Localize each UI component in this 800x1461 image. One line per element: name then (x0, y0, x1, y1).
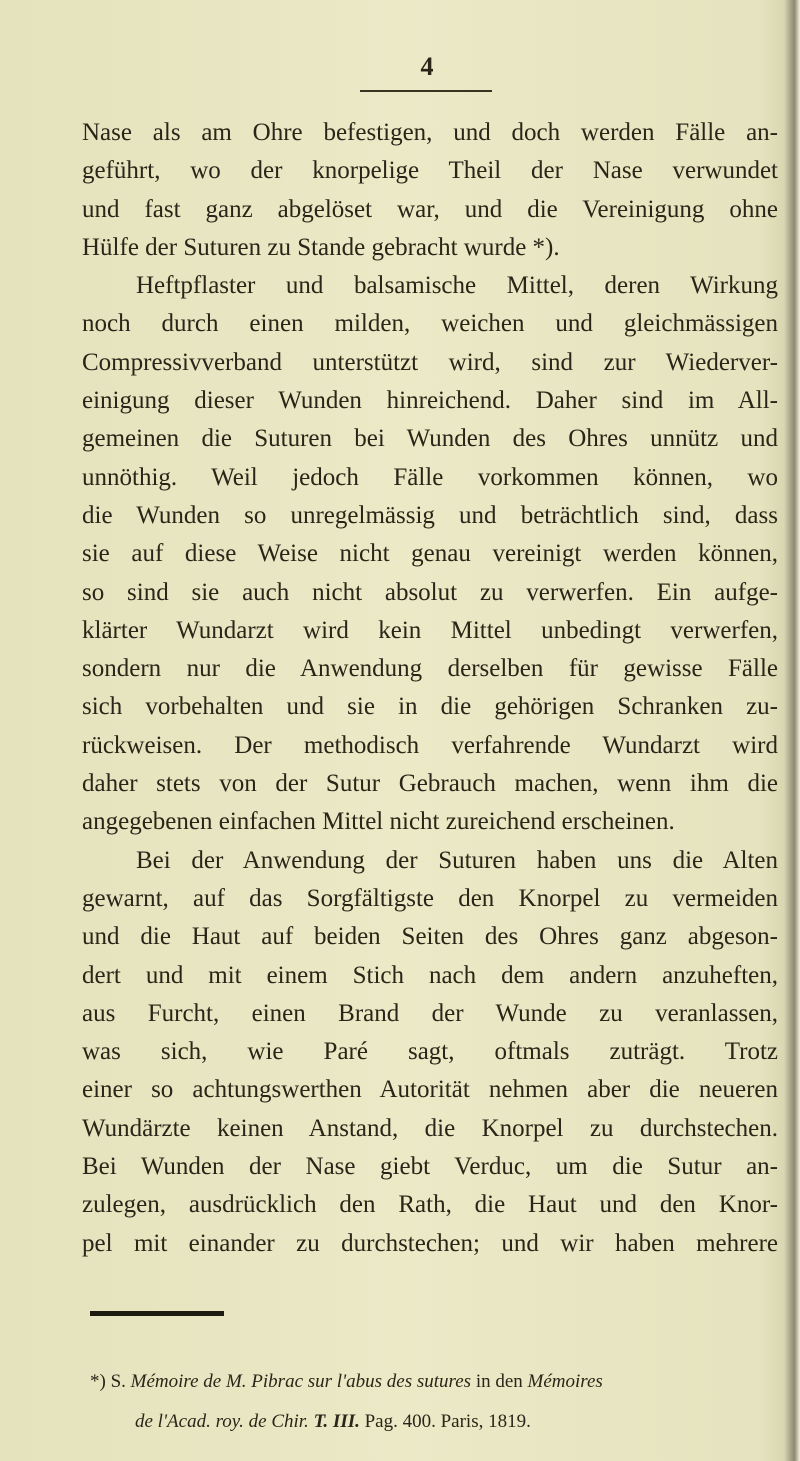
text-line: und fast ganz abgelöset war, und die Vereinigung ohne (82, 195, 778, 223)
text-line: geführt, wo der knorpelige Theil der Nase verwundet (82, 157, 778, 185)
footnote-line-1 (90, 1362, 780, 1402)
text-line: Nase als am Ohre befestigen, und doch werden Fälle an- (82, 119, 778, 146)
footnote-title: Mémoire de M. Pibrac sur l'abus des sutures (130, 1371, 472, 1392)
text-line: Bei Wunden der Nase giebt Verduc, um die Sutur an- (82, 1153, 778, 1181)
text-line: gemeinen die Suturen bei Wunden des Ohres unnütz und (82, 425, 778, 453)
footnote (90, 1362, 780, 1442)
text-line: pel mit einander zu durchstechen; und wir haben mehrere (82, 1229, 778, 1257)
footnote-volume: T. III. (313, 1411, 360, 1432)
footnote-journal: de l'Acad. roy. de Chir. (135, 1411, 309, 1432)
body-text (82, 114, 778, 1263)
text-line: einer so achtungswerthen Autorität nehmen aber die neueren (82, 1076, 778, 1104)
page-number: 4 (420, 52, 434, 81)
footnote-line-2 (90, 1402, 780, 1442)
text-line: aus Furcht, einen Brand der Wunde zu veranlassen, (82, 999, 778, 1027)
text-line: und die Haut auf beiden Seiten des Ohres ganz abgeson- (82, 923, 778, 951)
text-line: sie auf diese Weise nicht genau vereinigt werden können, (82, 540, 778, 568)
text-line: sich vorbehalten und sie in die gehörigen Schranken zu- (82, 693, 778, 721)
text-line: Compressivverband unterstützt wird, sind zur Wiederver- (82, 348, 778, 376)
text-line: Bei der Anwendung der Suturen haben uns die Alten (136, 846, 778, 874)
text-line: unnöthig. Weil jedoch Fälle vorkommen können, wo (82, 463, 778, 491)
text-line: einigung dieser Wunden hinreichend. Daher sind im All- (82, 387, 778, 415)
footnote-in-den: in den (475, 1371, 523, 1392)
footnote-marker: *) S. (90, 1371, 126, 1392)
text-line: gewarnt, auf das Sorgfältigste den Knorpel zu vermeiden (82, 884, 778, 912)
text-line: Hülfe der Suturen zu Stande gebracht wurde *). (82, 233, 560, 261)
text-line: was sich, wie Paré sagt, oftmals zuträgt. Trotz (82, 1038, 778, 1066)
text-line: angegebenen einfachen Mittel nicht zureichend erscheinen. (82, 808, 675, 836)
text-line: Heftpflaster und balsamische Mittel, deren Wirkung (136, 272, 778, 300)
text-line: rückweisen. Der methodisch verfahrende Wundarzt wird (82, 731, 778, 759)
header-rule (360, 90, 492, 92)
text-line: noch durch einen milden, weichen und gleichmässigen (82, 310, 778, 338)
footnote-page-place: Pag. 400. Paris, 1819. (364, 1411, 531, 1432)
text-line: Wundärzte keinen Anstand, die Knorpel zu durchstechen. (82, 1114, 778, 1142)
text-line: so sind sie auch nicht absolut zu verwerfen. Ein aufge- (82, 578, 778, 606)
footnote-rule (90, 1311, 224, 1316)
text-line: die Wunden so unregelmässig und beträchtlich sind, dass (82, 501, 778, 529)
footnote-memoires: Mémoires (527, 1371, 603, 1392)
text-line: daher stets von der Sutur Gebrauch machen, wenn ihm die (82, 770, 778, 798)
text-line: zulegen, ausdrücklich den Rath, die Haut und den Knor- (82, 1191, 778, 1219)
text-line: dert und mit einem Stich nach dem andern anzuheften, (82, 961, 778, 989)
text-line: klärter Wundarzt wird kein Mittel unbedingt verwerfen, (82, 616, 778, 644)
text-line: sondern nur die Anwendung derselben für gewisse Fälle (82, 655, 778, 683)
